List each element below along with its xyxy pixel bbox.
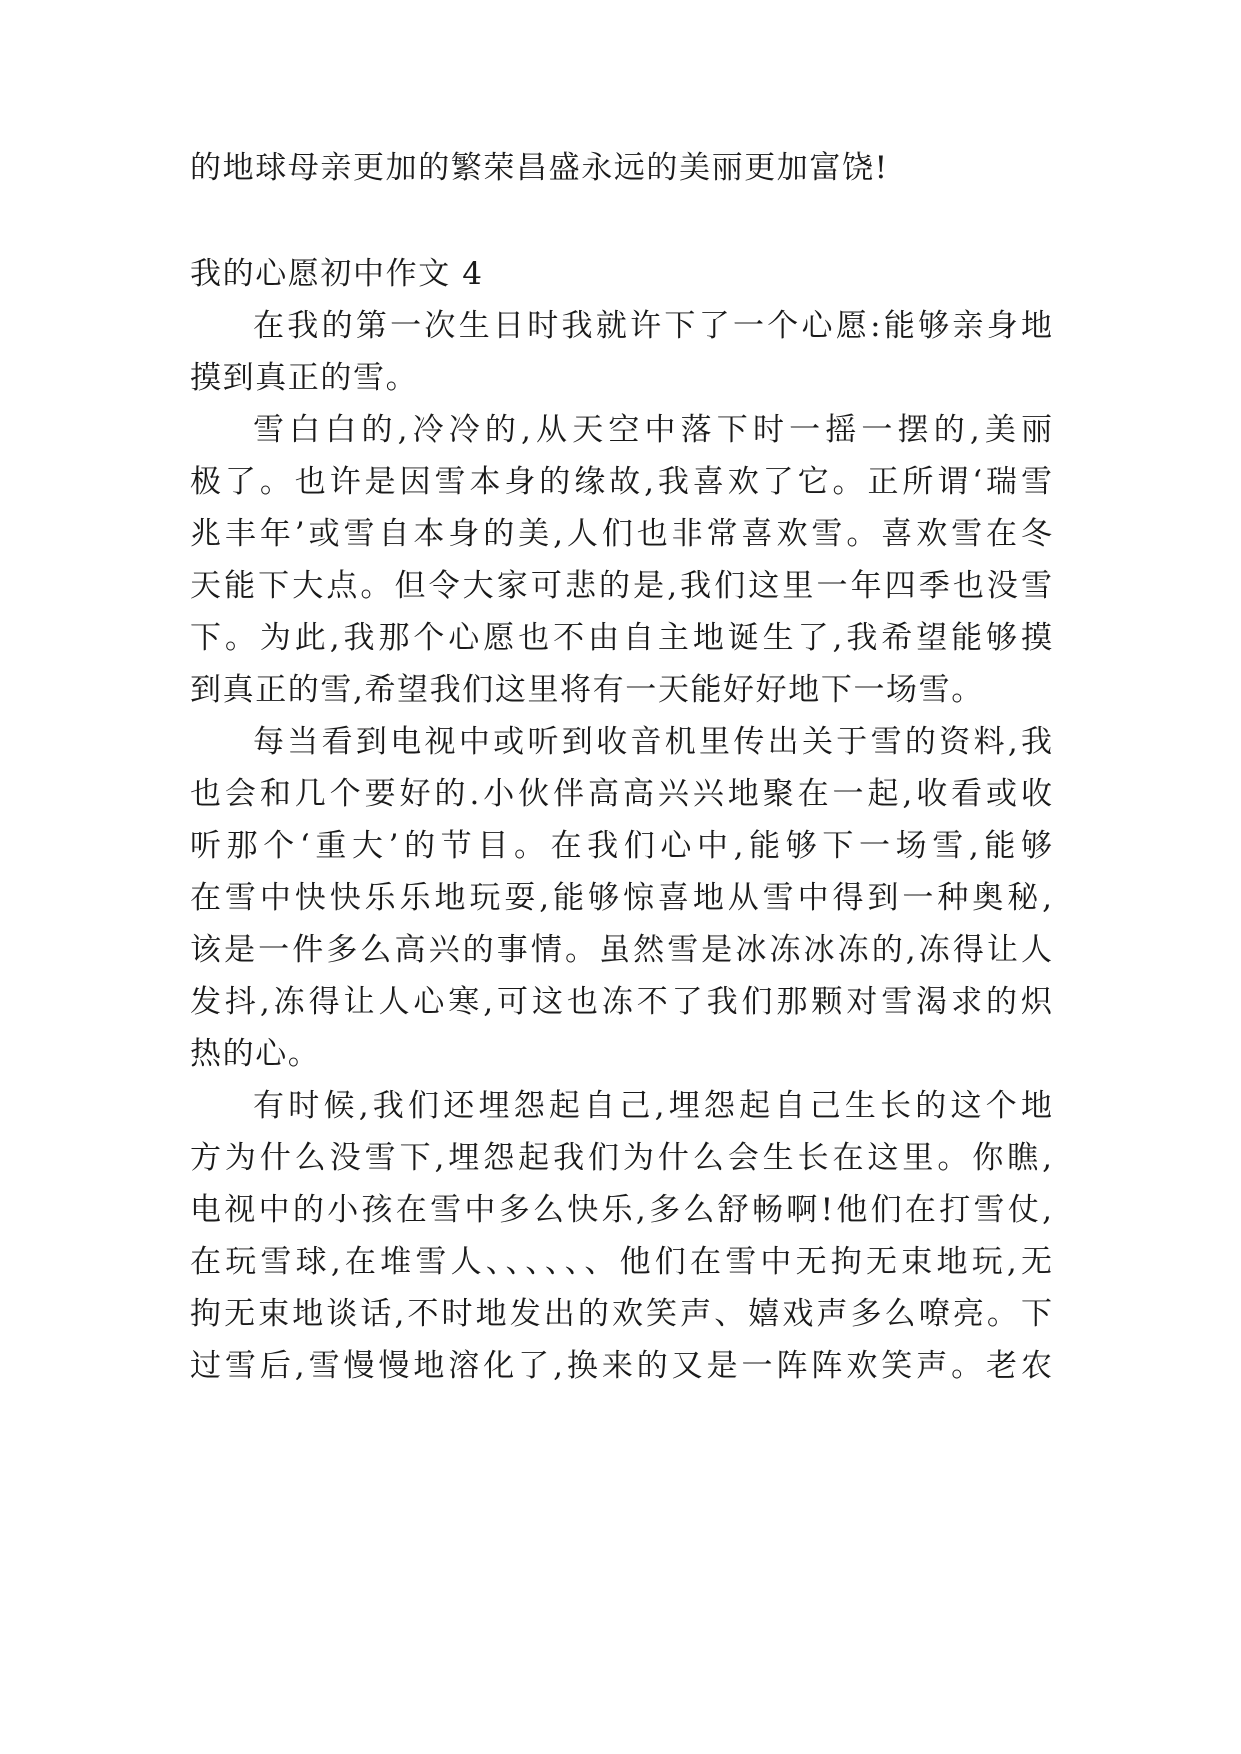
paragraph-3-line-1: 每当看到电视中或听到收音机里传出关于雪的资料,我 <box>253 724 1052 760</box>
paragraph-4-line-5: 拘无束地谈话,不时地发出的欢笑声、嬉戏声多么嘹亮。下 <box>190 1296 1052 1332</box>
paragraph-4-line-6: 过雪后,雪慢慢地溶化了,换来的又是一阵阵欢笑声。老农 <box>190 1348 1052 1384</box>
paragraph-3-line-3: 听那个‘重大’的节目。在我们心中,能够下一场雪,能够 <box>190 828 1052 864</box>
paragraph-2-line-1: 雪白白的,冷冷的,从天空中落下时一摇一摆的,美丽 <box>253 412 1052 448</box>
paragraph-2-line-5: 下。为此,我那个心愿也不由自主地诞生了,我希望能够摸 <box>190 620 1052 656</box>
paragraph-1-line-2: 摸到真正的雪。 <box>190 360 419 396</box>
paragraph-1-line-1: 在我的第一次生日时我就许下了一个心愿:能够亲身地 <box>253 308 1052 344</box>
paragraph-3-line-4: 在雪中快快乐乐地玩耍,能够惊喜地从雪中得到一种奥秘, <box>190 880 1052 916</box>
paragraph-3-line-2: 也会和几个要好的.小伙伴高高兴兴地聚在一起,收看或收 <box>190 776 1052 812</box>
paragraph-2-line-2: 极了。也许是因雪本身的缘故,我喜欢了它。正所谓‘瑞雪 <box>190 464 1052 500</box>
paragraph-2-line-3: 兆丰年’或雪自本身的美,人们也非常喜欢雪。喜欢雪在冬 <box>190 516 1052 552</box>
paragraph-4-line-1: 有时候,我们还埋怨起自己,埋怨起自己生长的这个地 <box>253 1088 1052 1124</box>
essay-heading: 我的心愿初中作文 4 <box>190 256 484 292</box>
paragraph-3-line-7: 热的心。 <box>190 1036 321 1072</box>
continuation-line: 的地球母亲更加的繁荣昌盛永远的美丽更加富饶! <box>190 150 889 186</box>
paragraph-3-line-6: 发抖,冻得让人心寒,可这也冻不了我们那颗对雪渴求的炽 <box>190 984 1052 1020</box>
paragraph-3-line-5: 该是一件多么高兴的事情。虽然雪是冰冻冰冻的,冻得让人 <box>190 932 1052 968</box>
paragraph-4-line-4: 在玩雪球,在堆雪人、、、、、、他们在雪中无拘无束地玩,无 <box>190 1244 1052 1280</box>
paragraph-4-line-3: 电视中的小孩在雪中多么快乐,多么舒畅啊!他们在打雪仗, <box>190 1192 1052 1228</box>
paragraph-2-line-4: 天能下大点。但令大家可悲的是,我们这里一年四季也没雪 <box>190 568 1052 604</box>
paragraph-4-line-2: 方为什么没雪下,埋怨起我们为什么会生长在这里。你瞧, <box>190 1140 1052 1176</box>
paragraph-2-line-6: 到真正的雪,希望我们这里将有一天能好好地下一场雪。 <box>190 672 984 708</box>
